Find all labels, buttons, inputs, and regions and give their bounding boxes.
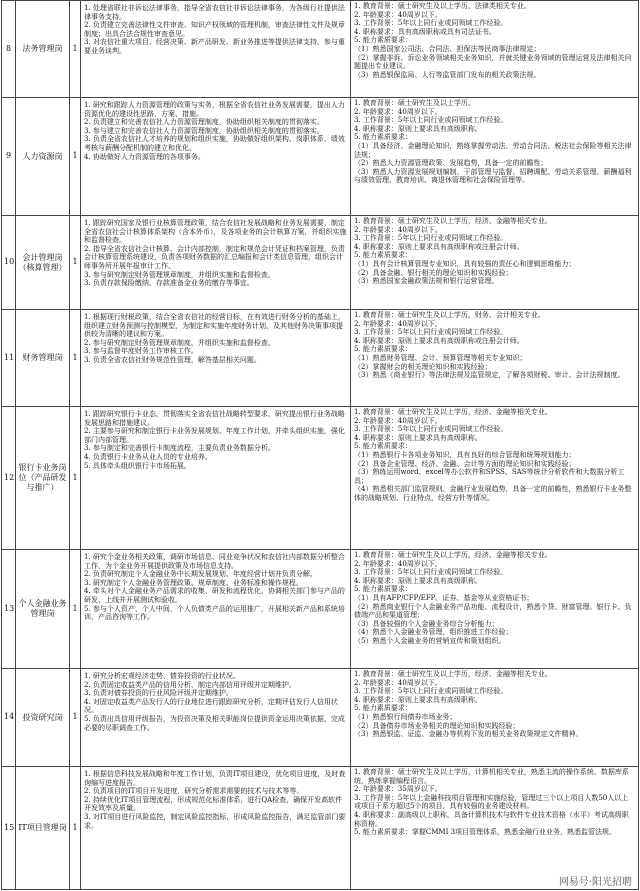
position-name: IT项目管理岗 bbox=[16, 767, 70, 890]
requirement-item: 4. 职称要求：原则上要求具有高级职称或注册会计师。 bbox=[354, 336, 524, 345]
requirement-item: 4. 职称要求：副高级以上职称，具备计算机技术与软件专业技术资格（水平）考试高级职称资格。 bbox=[354, 810, 629, 828]
requirement-item: （3）熟练运用word、excel等办公软件和SPSS、SAS等统计分析软件和大数据分析工具； bbox=[354, 468, 625, 485]
requirement-item: 2. 年龄要求：40周岁以下。 bbox=[354, 107, 442, 116]
requirement-item: 3. 工作背景：5年以上同行业或同领域工作经验。 bbox=[354, 425, 508, 434]
duty-item: 1. 处理省联社非诉讼法律事务，指导全省农信社非诉讼法律事务，为各级行社提供法律事务支持。 bbox=[84, 4, 345, 21]
duty-item: 5. 具体牵头组织银行卡市场拓展。 bbox=[84, 461, 191, 470]
requirements-cell bbox=[351, 550, 639, 669]
requirement-item: 1. 教育背景：硕士研究生及以上学历，经济、金融等相关专业。 bbox=[354, 408, 552, 416]
duties-cell bbox=[81, 767, 351, 890]
table-row bbox=[2, 310, 639, 407]
requirement-item: 1. 教育背景：硕士研究生及以上学历，财务、会计相关专业。 bbox=[354, 311, 545, 319]
requirement-item: （1）具有AFP/CFP/EFP、证券、基金等从业资格证书； bbox=[354, 593, 534, 602]
requirement-item: 3. 工作背景：5年以上同行业或同领域工作经验。 bbox=[354, 234, 508, 243]
requirement-item: 3. 工作背景：5年以上同行业或同领域工作经验。 bbox=[354, 116, 508, 125]
row-number: 9 bbox=[2, 98, 16, 216]
requirement-item: 5. 能力素质要求：掌握CMMI 3项目管理体系，熟悉金融行业业务，熟悉监管法规。 bbox=[354, 828, 617, 837]
position-name: 法务管理岗 bbox=[16, 1, 70, 98]
requirement-item: 2. 年龄要求：40周岁以下。 bbox=[354, 678, 442, 687]
duty-item: 2. 指导全省农信社会计核算、会计内部控制，制定和规范会计凭证和档案管理，负责会计核算管理系统建设，负责各项财务数据的汇总编报和会计类信息管理，组织会计师事务所开展年报审计工作。 bbox=[84, 244, 345, 270]
duty-item: 1. 根据信息科技发展战略和年度工作计划，负责IT项目建设，优化项目进度，及时查询编写进度报告。 bbox=[84, 770, 346, 787]
requirement-item: （2）具备金融、银行相关的理论知识和实践经验； bbox=[354, 268, 513, 277]
requirement-item: （2）具备企业管理、经济、金融、会计等方面的理论知识和实践经验； bbox=[354, 459, 576, 468]
duty-item: 4. 牵头对个人金融业务产品需求的收集、研发和流程优化，协调相关部门参与产品的研发、上线并开展测试和验收。 bbox=[84, 587, 345, 604]
requirement-item: 5. 能力素质要求： bbox=[354, 345, 412, 354]
duty-item: 3. 参与监督年度财务工作审核工作。 bbox=[84, 347, 198, 356]
position-name: 投资研究岗 bbox=[16, 669, 70, 767]
requirement-item: 3. 工作背景：5年以上同行业或同领域工作经验。 bbox=[354, 19, 508, 28]
duty-item: 5. 负责出具信用评级报告，为投资决策及相关职能岗位提供资金运用决策依据，完成必要的尽职调查工作。 bbox=[84, 714, 345, 732]
duty-item: 2. 参与研究制定财务管理规章制度，并组织实施和监督检查。 bbox=[84, 338, 275, 347]
requirement-item: （1）具备经济、金融理论知识，熟练掌握劳动法、劳动合同法、税法社会保险等相关法律法规； bbox=[354, 141, 632, 159]
requirement-item: （1）熟悉国家公司法、合同法、担保法等民商事法律规定； bbox=[354, 44, 541, 53]
table-row bbox=[2, 1, 639, 98]
requirement-item: （2）掌握非诉、诉讼业务领域相关业务知识，并就关键业务领域的管理运营及法律相关问题提出专业建议。 bbox=[354, 53, 632, 71]
requirements-cell bbox=[351, 98, 639, 216]
duty-item: 1. 根据现行财税政策，结合全省农信社的经营目标，在有效进行财务分析的基础上，组织建立财务预测与控制模型，为制定和实施年度财务计划，及其他财务决策事项提供较为清晰的建议和方案。 bbox=[84, 313, 345, 339]
requirement-item: 5. 能力素质要求： bbox=[354, 585, 412, 594]
headcount: 1 bbox=[70, 310, 81, 407]
requirement-item: 5. 能力素质要求： bbox=[354, 442, 412, 451]
requirement-item: 5. 能力素质要求： bbox=[354, 36, 412, 45]
position-name: 人力资源岗 bbox=[16, 98, 70, 216]
duty-item: 1. 研究分析宏观经济走势、债券投资的行业状况。 bbox=[84, 672, 240, 680]
row-number: 8 bbox=[2, 1, 16, 98]
requirements-cell bbox=[351, 767, 639, 890]
requirement-item: 1. 教育背景：硕士研究生及以上学历，经济、金融等相关专业。 bbox=[354, 670, 552, 678]
duty-item: 2. 持续优化IT项目管理流程，形成规范化标准体系，进行QA检查，确保开发高软件开发效率及质量。 bbox=[84, 795, 343, 813]
row-number: 15 bbox=[2, 767, 16, 890]
requirements-cell bbox=[351, 1, 639, 98]
position-name: 财务管理岗 bbox=[16, 310, 70, 407]
requirement-item: 4. 职称要求：原则上要求具有高级职称。 bbox=[354, 433, 482, 442]
requirement-item: （3）熟悉银保监局、人行等监管部门发布的相关政策法规。 bbox=[354, 70, 541, 79]
requirement-item: （1）熟悉财务管理、会计、预算管理等相关专业知识； bbox=[354, 353, 527, 362]
requirement-item: 3. 工作背景：5年以上同行业或同领域工作经验。 bbox=[354, 687, 508, 696]
requirement-item: 4. 职称要求：原则上要求具有高级职称。 bbox=[354, 576, 482, 585]
duty-item: 3. 参与制定和完善银行卡制度流程，主要负责业务数据分析。 bbox=[84, 444, 275, 453]
duty-item: 3. 对农信社重大项目、经营决策、新产品研发、新业务推进等提供法律支持，参与重要业务谈判。 bbox=[84, 38, 345, 55]
headcount: 1 bbox=[70, 550, 81, 669]
duty-item: 2. 负责研究制定个人金融业务中长期发展规划、年度经营计划并负责分解。 bbox=[84, 570, 317, 579]
row-number: 14 bbox=[2, 669, 16, 767]
table-row bbox=[2, 550, 639, 669]
duty-item: 3. 负责存款保险缴纳、存款准备金业务的缴存等事宜。 bbox=[84, 279, 254, 288]
requirement-item: 4. 职称要求：原则上要求具有高级职称或注册会计师。 bbox=[354, 242, 524, 251]
headcount: 1 bbox=[70, 407, 81, 550]
requirement-item: 3. 工作背景：5年以上同行业或同领域工作经验。 bbox=[354, 328, 508, 337]
duty-item: 2. 负责建立和完善农信社人力资源管理制度，协助组织相关制度的贯彻落实。 bbox=[84, 118, 324, 127]
requirement-item: （4）熟悉相关部门监管规则、金融行业发展趋势，具备一定的前瞻性，熟悉银行卡业务整体的战略规划、行业特点、经营方针等情况。 bbox=[354, 485, 632, 502]
requirement-item: （2）具备债券市场业务相关的理论知识和实践经验； bbox=[354, 721, 520, 730]
duty-item: 1. 研究个金业务相关政策，调研市场信息、同业竞争状况和农信社内部数据分析整合工作，为个金业务开展提供政策及市场信息支持。 bbox=[84, 553, 345, 570]
requirement-item: 4. 职称要求：原则上要求具有高级职称。 bbox=[354, 124, 482, 133]
requirement-item: （1）具有会计核算管理专业知识，具有较强的责任心和逻辑思维能力； bbox=[354, 259, 576, 268]
requirement-item: （3）熟悉人力资源发展规划编制、干部管理与监督、招聘调配、劳动关系管理、薪酬福利与绩效管理、教育培训、离退休管理和社会保险管理等。 bbox=[354, 167, 632, 185]
requirement-item: （5）熟悉个人金融业务的营销宣传和策划组织。 bbox=[354, 636, 506, 645]
duties-cell bbox=[81, 669, 351, 767]
requirement-item: （3）具备较强的个人金融业务综合分析能力； bbox=[354, 619, 499, 628]
duty-item: 3. 参与建立和完善农信社人力资源管理制度，协助组织相关制度的贯彻落实。 bbox=[84, 126, 324, 135]
headcount: 1 bbox=[70, 669, 81, 767]
position-name: 会计管理岗（核算管理） bbox=[16, 216, 70, 310]
duty-item: 1. 研究和跟踪人力资源管理的政策与实务，根据全省农信社业务发展需要，提出人力资源优化的建设性思路、方案、措施。 bbox=[84, 101, 345, 118]
duty-item: 1. 跟踪研究国家及银行业核算管理政策，结合农信社发展战略和业务发展需要，制定全省农信社会计核算体系架构（含本外币），及各项业务的会计核算方案，并组织实施和监督检查。 bbox=[84, 219, 347, 245]
requirement-item: 2. 年龄要求：35周岁以下。 bbox=[354, 785, 442, 794]
duty-item: 4. 对固定收益类产品发行人的行业地位进行跟踪研究分析，定期评估发行人信用状况。 bbox=[84, 697, 338, 715]
requirement-item: 2. 年龄要求：40周岁以下。 bbox=[354, 225, 442, 234]
duty-item: 3. 参与研究制定财务管理规章制度，并组织实施和监督检查。 bbox=[84, 270, 275, 279]
table-row bbox=[2, 767, 639, 890]
table-row bbox=[2, 669, 639, 767]
requirement-item: （2）掌握财会的相关理论知识和实践经验； bbox=[354, 362, 492, 371]
requirement-item: 2. 年龄要求：40周岁以下。 bbox=[354, 416, 442, 425]
requirement-item: （4）熟悉个人金融业务管理，组织推进工作经验； bbox=[354, 628, 513, 637]
requirement-item: 2. 年龄要求：40周岁以下。 bbox=[354, 319, 442, 328]
requirements-cell bbox=[351, 310, 639, 407]
requirement-item: 5. 能力素质要求： bbox=[354, 251, 412, 260]
requirement-item: 4. 职称要求：具有高级职称或具有司法证书。 bbox=[354, 27, 496, 36]
requirement-item: 1. 教育背景：硕士研究生及以上学历。 bbox=[354, 99, 475, 107]
duty-item: 3. 负责对债券投资的行业风险评级并定期维护。 bbox=[84, 689, 233, 698]
requirement-item: （2）熟悉人力资源管理政策、发展趋势，具备一定的前瞻性； bbox=[354, 159, 548, 168]
duties-cell bbox=[81, 1, 351, 98]
requirement-item: 3. 工作背景：5年以上金融科技项目管理和实施经验，管理过三个以上项目人数50人以上或项目干系方超过5个的项目，具有较强的业务建设材料。 bbox=[354, 793, 629, 811]
requirement-item: 1. 教育背景：硕士研究生及以上学历，经济、金融等相关专业。 bbox=[354, 551, 552, 559]
duty-item: 2. 负责项目的IT项目开发进度，研究分析需求需要的技术与技术等等。 bbox=[84, 787, 304, 796]
table-row bbox=[2, 407, 639, 550]
table-body bbox=[2, 1, 639, 890]
recruitment-table bbox=[1, 0, 639, 890]
headcount: 1 bbox=[70, 767, 81, 890]
requirement-item: 5. 能力素质要求： bbox=[354, 704, 412, 713]
requirement-item: （3）熟悉银监、证监、金融办等机构下发的相关业务政策规定文件精神。 bbox=[354, 730, 583, 739]
headcount: 1 bbox=[70, 98, 81, 216]
headcount: 1 bbox=[70, 1, 81, 98]
duty-item: 4. 负责银行卡业务从业人员的专业培养。 bbox=[84, 452, 212, 461]
requirement-item: 3. 工作背景：5年以上同行业或同领域工作经验。 bbox=[354, 568, 508, 577]
requirement-item: （1）熟悉银行卡各项业务知识，具有良好的综合管理和统筹规划能力； bbox=[354, 450, 576, 459]
headcount: 1 bbox=[70, 216, 81, 310]
duty-item: 5. 参与个人资产、个人中间、个人负债类产品的运用推广，开展相关新产品和系统培训、产品咨询等工作。 bbox=[84, 604, 345, 622]
duty-item: 1. 跟踪研究银行卡业态，贯彻落实全省农信社战略转型要求，研究提出银行业务战略发展思路和措施建议。 bbox=[84, 410, 345, 427]
duties-cell bbox=[81, 216, 351, 310]
requirement-item: 5. 能力素质要求： bbox=[354, 133, 412, 142]
requirement-item: （3）熟悉《商业银行》等法律法规及监管规定，了解各项财税、审计、会计法规制度。 bbox=[354, 371, 625, 380]
duty-item: 2. 主要参与研究和制定银行卡业务发展规划、年度工作计划，并牵头组织实施，强化部门内部管理。 bbox=[84, 427, 345, 444]
requirements-cell bbox=[351, 407, 639, 550]
requirement-item: 2. 年龄要求：40周岁以下。 bbox=[354, 559, 442, 568]
duty-item: 3. 负责全省农信社人才培养的规划和组织实施，协助做好组织架构、岗职体系、绩效考核与薪酬分配机制的建立和优化。 bbox=[84, 135, 345, 152]
requirement-item: 1. 教育背景：硕士研究生及以上学历，计算机相关专业，熟悉主流的操作系统、数据库系统，熟练掌握编程语言。 bbox=[354, 768, 629, 785]
duty-item: 2. 负责固定收益类产品的信用分析，制定内部信用评级并定期维护。 bbox=[84, 680, 296, 689]
duties-cell bbox=[81, 310, 351, 407]
requirement-item: （2）熟悉商业银行个人金融业务产品功能、流程设计，熟悉个贷、财富管理、银行卡、负债端产品和渠道管理； bbox=[354, 602, 632, 620]
duty-item: 3. 对IT项目进行风险监控，制定风险监控指标，形成风险监控报告，满足监管部门要求。 bbox=[84, 812, 346, 830]
requirement-item: 1. 教育背景：硕士研究生及以上学历，经济、金融等相关专业。 bbox=[354, 217, 552, 225]
requirement-item: 1. 教育背景：硕士研究生及以上学历，法律类相关专业。 bbox=[354, 2, 531, 10]
table-row bbox=[2, 216, 639, 310]
position-name: 银行卡业务岗位（产品研发与推广） bbox=[16, 407, 70, 550]
duties-cell bbox=[81, 98, 351, 216]
duties-cell bbox=[81, 407, 351, 550]
requirement-item: （1）熟悉银行间债券市场业务； bbox=[354, 712, 457, 721]
row-number: 12 bbox=[2, 407, 16, 550]
requirement-item: （3）熟悉国家金融政策法规和银行运营管理。 bbox=[354, 277, 499, 286]
requirements-cell bbox=[351, 669, 639, 767]
row-number: 10 bbox=[2, 216, 16, 310]
duties-cell bbox=[81, 550, 351, 669]
requirement-item: 2. 年龄要求：40周岁以下。 bbox=[354, 10, 442, 19]
requirement-item: 4. 职称要求：原则上要求具有高级职称。 bbox=[354, 695, 482, 704]
row-number: 13 bbox=[2, 550, 16, 669]
duty-item: 3. 负责全省农信社财务规范性管理，解答基层相关问题。 bbox=[84, 355, 261, 364]
requirements-cell bbox=[351, 216, 639, 310]
position-name: 个人金融业务管理岗 bbox=[16, 550, 70, 669]
row-number: 11 bbox=[2, 310, 16, 407]
duty-item: 4. 协助做好人力资源管理的各项事务。 bbox=[84, 152, 205, 161]
table-row bbox=[2, 98, 639, 216]
watermark-text: 网易号·阳光招聘 bbox=[558, 877, 632, 888]
duty-item: 3. 研究制定个人金融业务管理政策、规章制度、业务标准和操作规程。 bbox=[84, 578, 303, 587]
duty-item: 2. 负责建立完善法律性文件审查、知识产权领域的管理机制，审查法律性文件及规章制度；出具合法合规性审查意见。 bbox=[84, 21, 345, 38]
